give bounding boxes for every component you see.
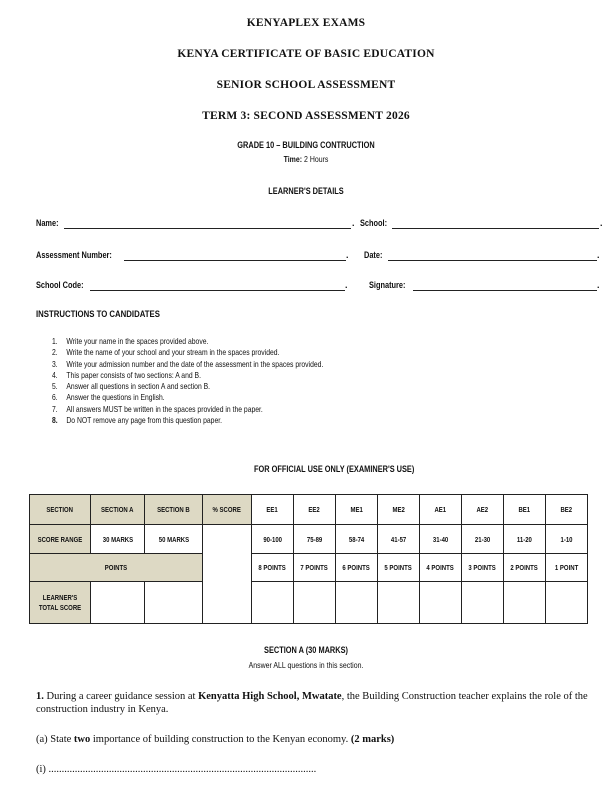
table-cell: 11-20 [504,525,546,554]
question-part-a-text: importance of building construction to the Kenyan economy. [90,734,351,745]
learner-details-heading: LEARNER'S DETAILS [268,186,344,196]
question-number: 1. [36,691,44,702]
table-header-cell: ME1 [336,495,378,525]
ee2-total-cell[interactable] [294,582,336,624]
instruction-item [52,404,323,415]
question-part-a-text: (a) State [36,734,74,745]
section-a-title-wrap [0,645,612,655]
subject-wrap [0,140,612,150]
instruction-item [52,415,323,426]
table-cell: 3 POINTS [462,554,504,582]
signature-field-end: . [597,280,600,290]
term-title: TERM 3: SECOND ASSESSMENT 2026 [202,110,410,122]
score-table [29,494,588,624]
school-code-field[interactable] [90,290,345,291]
instruction-text: Write your name in the spaces provided above. [66,336,209,346]
total-score-row [30,582,588,624]
signature-field[interactable] [413,290,597,291]
instruction-number: 2. [52,347,58,358]
table-header-cell: EE2 [294,495,336,525]
table-cell: 75-89 [294,525,336,554]
certificate-title: KENYA CERTIFICATE OF BASIC EDUCATION [177,48,435,60]
exam-org-title: KENYAPLEX EXAMS [246,17,366,29]
instruction-number: 7. [52,403,58,414]
assessment-level: SENIOR SCHOOL ASSESSMENT [216,79,396,91]
section-a-title: SECTION A (30 MARKS) [264,645,348,655]
table-header-cell: SECTION A [91,495,145,525]
date-field-end: . [597,250,600,260]
name-label: Name: [36,218,59,228]
instruction-item [52,370,323,381]
official-use-heading: FOR OFFICIAL USE ONLY (EXAMINER'S USE) [254,464,415,474]
signature-label: Signature: [369,280,406,290]
table-cell: 2 POINTS [504,554,546,582]
name-field-end: . [352,218,355,228]
table-cell: 90-100 [252,525,294,554]
school-code-end: . [345,280,348,290]
table-header-cell: SECTION [30,495,91,525]
table-cell: 7 POINTS [294,554,336,582]
table-header-cell: % SCORE [203,495,252,525]
table-header-cell: BE1 [504,495,546,525]
instruction-item [52,381,323,392]
date-label: Date: [364,250,383,260]
instruction-item [52,336,323,347]
instruction-number: 6. [52,392,58,403]
score-range-label: SCORE RANGE [30,525,91,554]
school-field[interactable] [392,228,599,229]
table-cell: 6 POINTS [336,554,378,582]
table-cell: 58-74 [336,525,378,554]
answer-line-i[interactable]: (i) ...................................................................................................... [36,764,317,775]
instruction-number: 5. [52,381,58,392]
ae2-total-cell[interactable] [462,582,504,624]
question-1-text [36,690,596,716]
instruction-item [52,347,323,358]
table-cell: 4 POINTS [420,554,462,582]
me2-total-cell[interactable] [378,582,420,624]
table-cell: 41-57 [378,525,420,554]
assessment-number-end: . [346,250,349,260]
points-label: POINTS [30,554,203,582]
table-cell: 1 POINT [546,554,588,582]
instruction-number: 4. [52,369,58,380]
table-header-cell: BE2 [546,495,588,525]
instruction-item [52,392,323,403]
me1-total-cell[interactable] [336,582,378,624]
section-a-total-cell[interactable] [91,582,145,624]
learner-details-wrap [0,186,612,196]
assessment-number-label: Assessment Number: [36,250,112,260]
time-value: 2 Hours [304,154,329,164]
instruction-item [52,359,323,370]
time-wrap [0,154,612,164]
section-a-subtitle-wrap [0,660,612,670]
table-cell: 5 POINTS [378,554,420,582]
total-score-label: LEARNER'S TOTAL SCORE [30,582,91,624]
table-header-cell: AE1 [420,495,462,525]
assessment-number-field[interactable] [124,260,346,261]
school-code-label: School Code: [36,280,84,290]
school-field-end: . [600,218,603,228]
table-header-cell: AE2 [462,495,504,525]
question-1a-text [36,733,596,746]
instruction-number: 3. [52,358,58,369]
question-part-a-bold: two [73,734,91,745]
table-header-cell: EE1 [252,495,294,525]
time-line [55,154,557,164]
be1-total-cell[interactable] [504,582,546,624]
question-school-name: Kenyatta High School, Mwatate [198,691,342,702]
table-cell: 50 MARKS [145,525,203,554]
instruction-text: Answer the questions in English. [66,392,165,403]
instruction-text: Do NOT remove any page from this question paper. [66,415,223,426]
ae1-total-cell[interactable] [420,582,462,624]
instructions-title: INSTRUCTIONS TO CANDIDATES [36,309,160,320]
question-part-a-marks: (2 marks) [350,734,395,745]
instruction-text: This paper consists of two sections: A and B. [66,369,201,380]
school-label: School: [360,218,388,228]
subject-title: GRADE 10 – BUILDING CONTRUCTION [237,140,375,150]
table-cell: 1-10 [546,525,588,554]
table-cell: 31-40 [420,525,462,554]
instruction-text: Write your admission number and the date of the assessment in the spaces provided. [66,358,324,369]
instruction-text: All answers MUST be written in the spaces provided in the paper. [66,403,263,414]
percent-score-cell[interactable] [203,525,252,624]
time-label: Time: [283,154,303,164]
points-row [30,554,588,582]
name-field[interactable] [64,228,351,229]
table-cell: 8 POINTS [252,554,294,582]
instruction-text: Write the name of your school and your stream in the spaces provided. [66,347,280,358]
instruction-number: 1. [52,336,58,346]
table-cell: 21-30 [462,525,504,554]
table-header-cell: SECTION B [145,495,203,525]
section-a-subtitle: Answer ALL questions in this section. [248,660,364,670]
date-field[interactable] [388,260,597,261]
section-b-total-cell[interactable] [145,582,203,624]
ee1-total-cell[interactable] [252,582,294,624]
be2-total-cell[interactable] [546,582,588,624]
table-cell: 30 MARKS [91,525,145,554]
table-header-cell: ME2 [378,495,420,525]
score-range-row [30,525,588,554]
instruction-text: Answer all questions in section A and section B. [66,381,211,392]
table-header-row [30,495,588,525]
instruction-number: 8. [52,415,58,426]
question-text-part: During a career guidance session at [46,691,199,702]
question-text-part: , the Building Construction teacher explains the role of the construction industry in Kenya. [36,691,588,715]
instructions-list [52,336,391,426]
